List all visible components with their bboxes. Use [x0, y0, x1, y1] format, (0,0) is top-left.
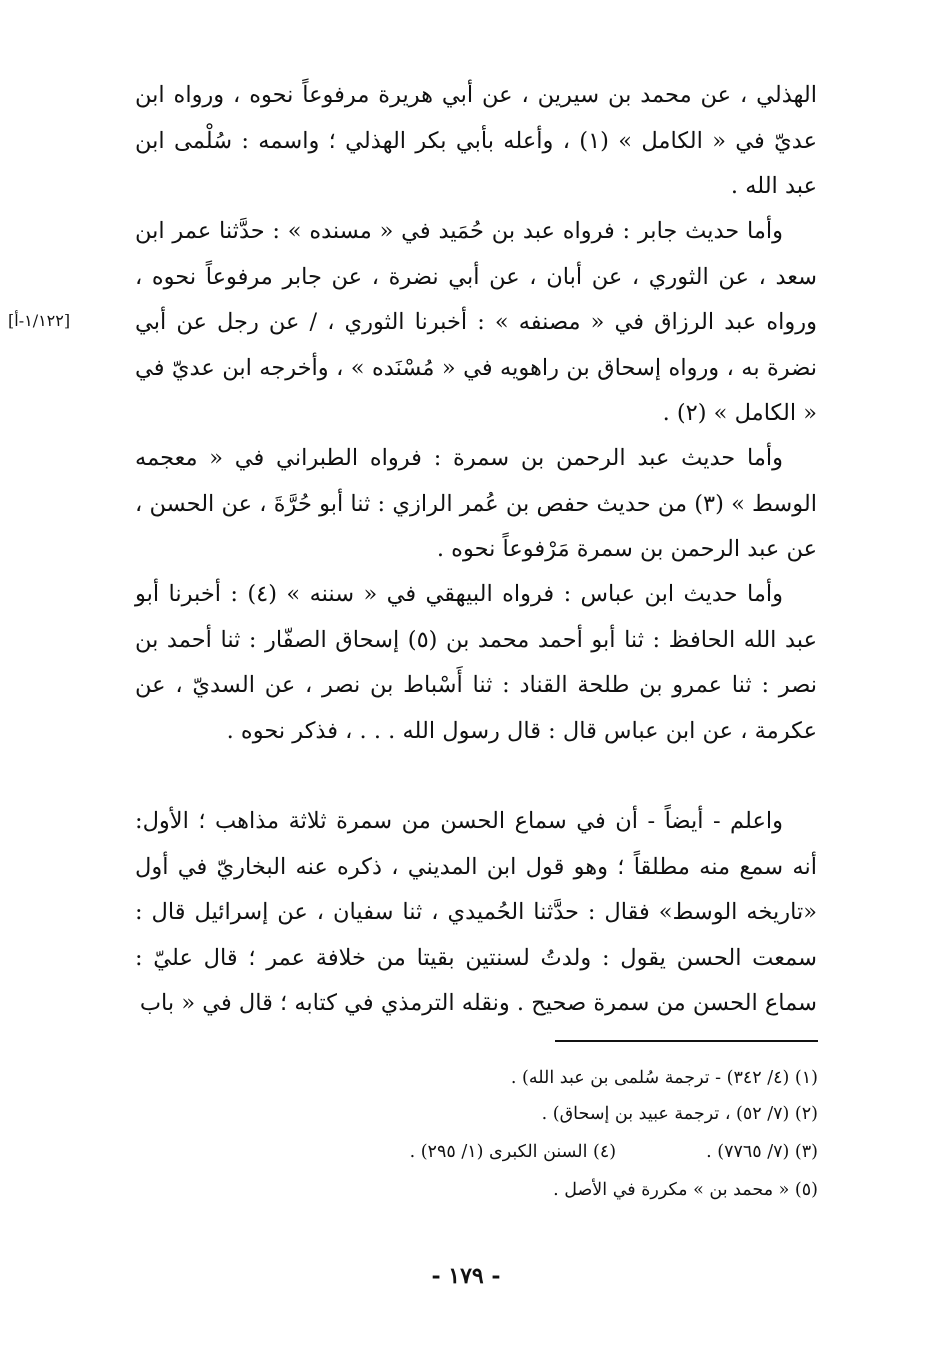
paragraph-3: وأما حديث عبد الرحمن بن سمرة : فرواه الطبراني في « معجمه الوسط » (٣) من حديث حفص بن عُمر الرازي : ثنا أبو حُرَّةَ ، عن الحسن ، عن عبد الرحمن بن سمرة مَرْفوعاً نحوه .: [135, 445, 817, 562]
paragraph-1: الهذلي ، عن محمد بن سيرين ، عن أبي هريرة مرفوعاً نحوه ، ورواه ابن عديّ في « الكامل » (١) ، وأعله بأبي بكر الهذلي ؛ واسمه : سُلْمى ابن عبد الله .: [135, 82, 817, 199]
footnote-2: (٢) (٧/ ٥٢) ، ترجمة عبيد بن إسحاق) .: [541, 1104, 818, 1124]
footnote-3: (٣) (٧/ ٧٧٦٥) .: [706, 1142, 818, 1162]
footnote-4: (٤) السنن الكبرى (١/ ٢٩٥) .: [409, 1142, 617, 1162]
paragraph-5: واعلم - أيضاً - أن في سماع الحسن من سمرة ثلاثة مذاهب ؛ الأول: أنه سمع منه مطلقاً ؛ وهو قول ابن المديني ، ذكره عنه البخاريّ في أول «تاريخه الوسط» فقال : حدَّثنا الحُميدي ، ثنا سفيان ، عن إسرائيل قال : سمعت الحسن يقول : ولدتُ لسنتين بقيتا من خلافة عمر ؛ قال عليّ : سماع الحسن من سمرة صحيح . ونقله الترمذي في كتابه ؛ قال في « باب: [135, 808, 817, 1016]
footnote-1: (١) (٤/ ٣٤٢) - ترجمة سُلمى بن عبد الله) .: [510, 1068, 818, 1088]
manuscript-folio-note: [١/١٢٢-أ]: [8, 311, 71, 330]
paragraph-2: وأما حديث جابر : فرواه عبد بن حُمَيد في « مسنده » : حدَّثنا عمر ابن سعد ، عن الثوري ، عن أبان ، عن أبي نضرة ، عن جابر مرفوعاً نحوه ، ورواه عبد الرزاق في « مصنفه » : أخبرنا الثوري ، / عن رجل عن أبي نضرة به ، ورواه إسحاق بن راهويه في « مُسْنَده » ، وأخرجه ابن عديّ في « الكامل » (٢) .: [135, 218, 817, 426]
paragraph-4: وأما حديث ابن عباس : فرواه البيهقي في « سننه » (٤) : أخبرنا أبو عبد الله الحافظ : ثنا أبو أحمد محمد بن (٥) إسحاق الصفّار : ثنا أحمد بن نصر : ثنا عمرو بن طلحة القناد : ثنا أَسْباط بن نصر ، عن السديّ ، عن عكرمة ، عن ابن عباس قال : قال رسول الله . . . ، فذكر نحوه .: [135, 581, 817, 744]
footnote-5: (٥) « محمد بن » مكررة في الأصل .: [553, 1180, 818, 1200]
footnote-row-3-4: [410, 1137, 818, 1167]
footnote-divider: [555, 1040, 818, 1042]
page-number: - ١٧٩ -: [431, 1263, 501, 1289]
